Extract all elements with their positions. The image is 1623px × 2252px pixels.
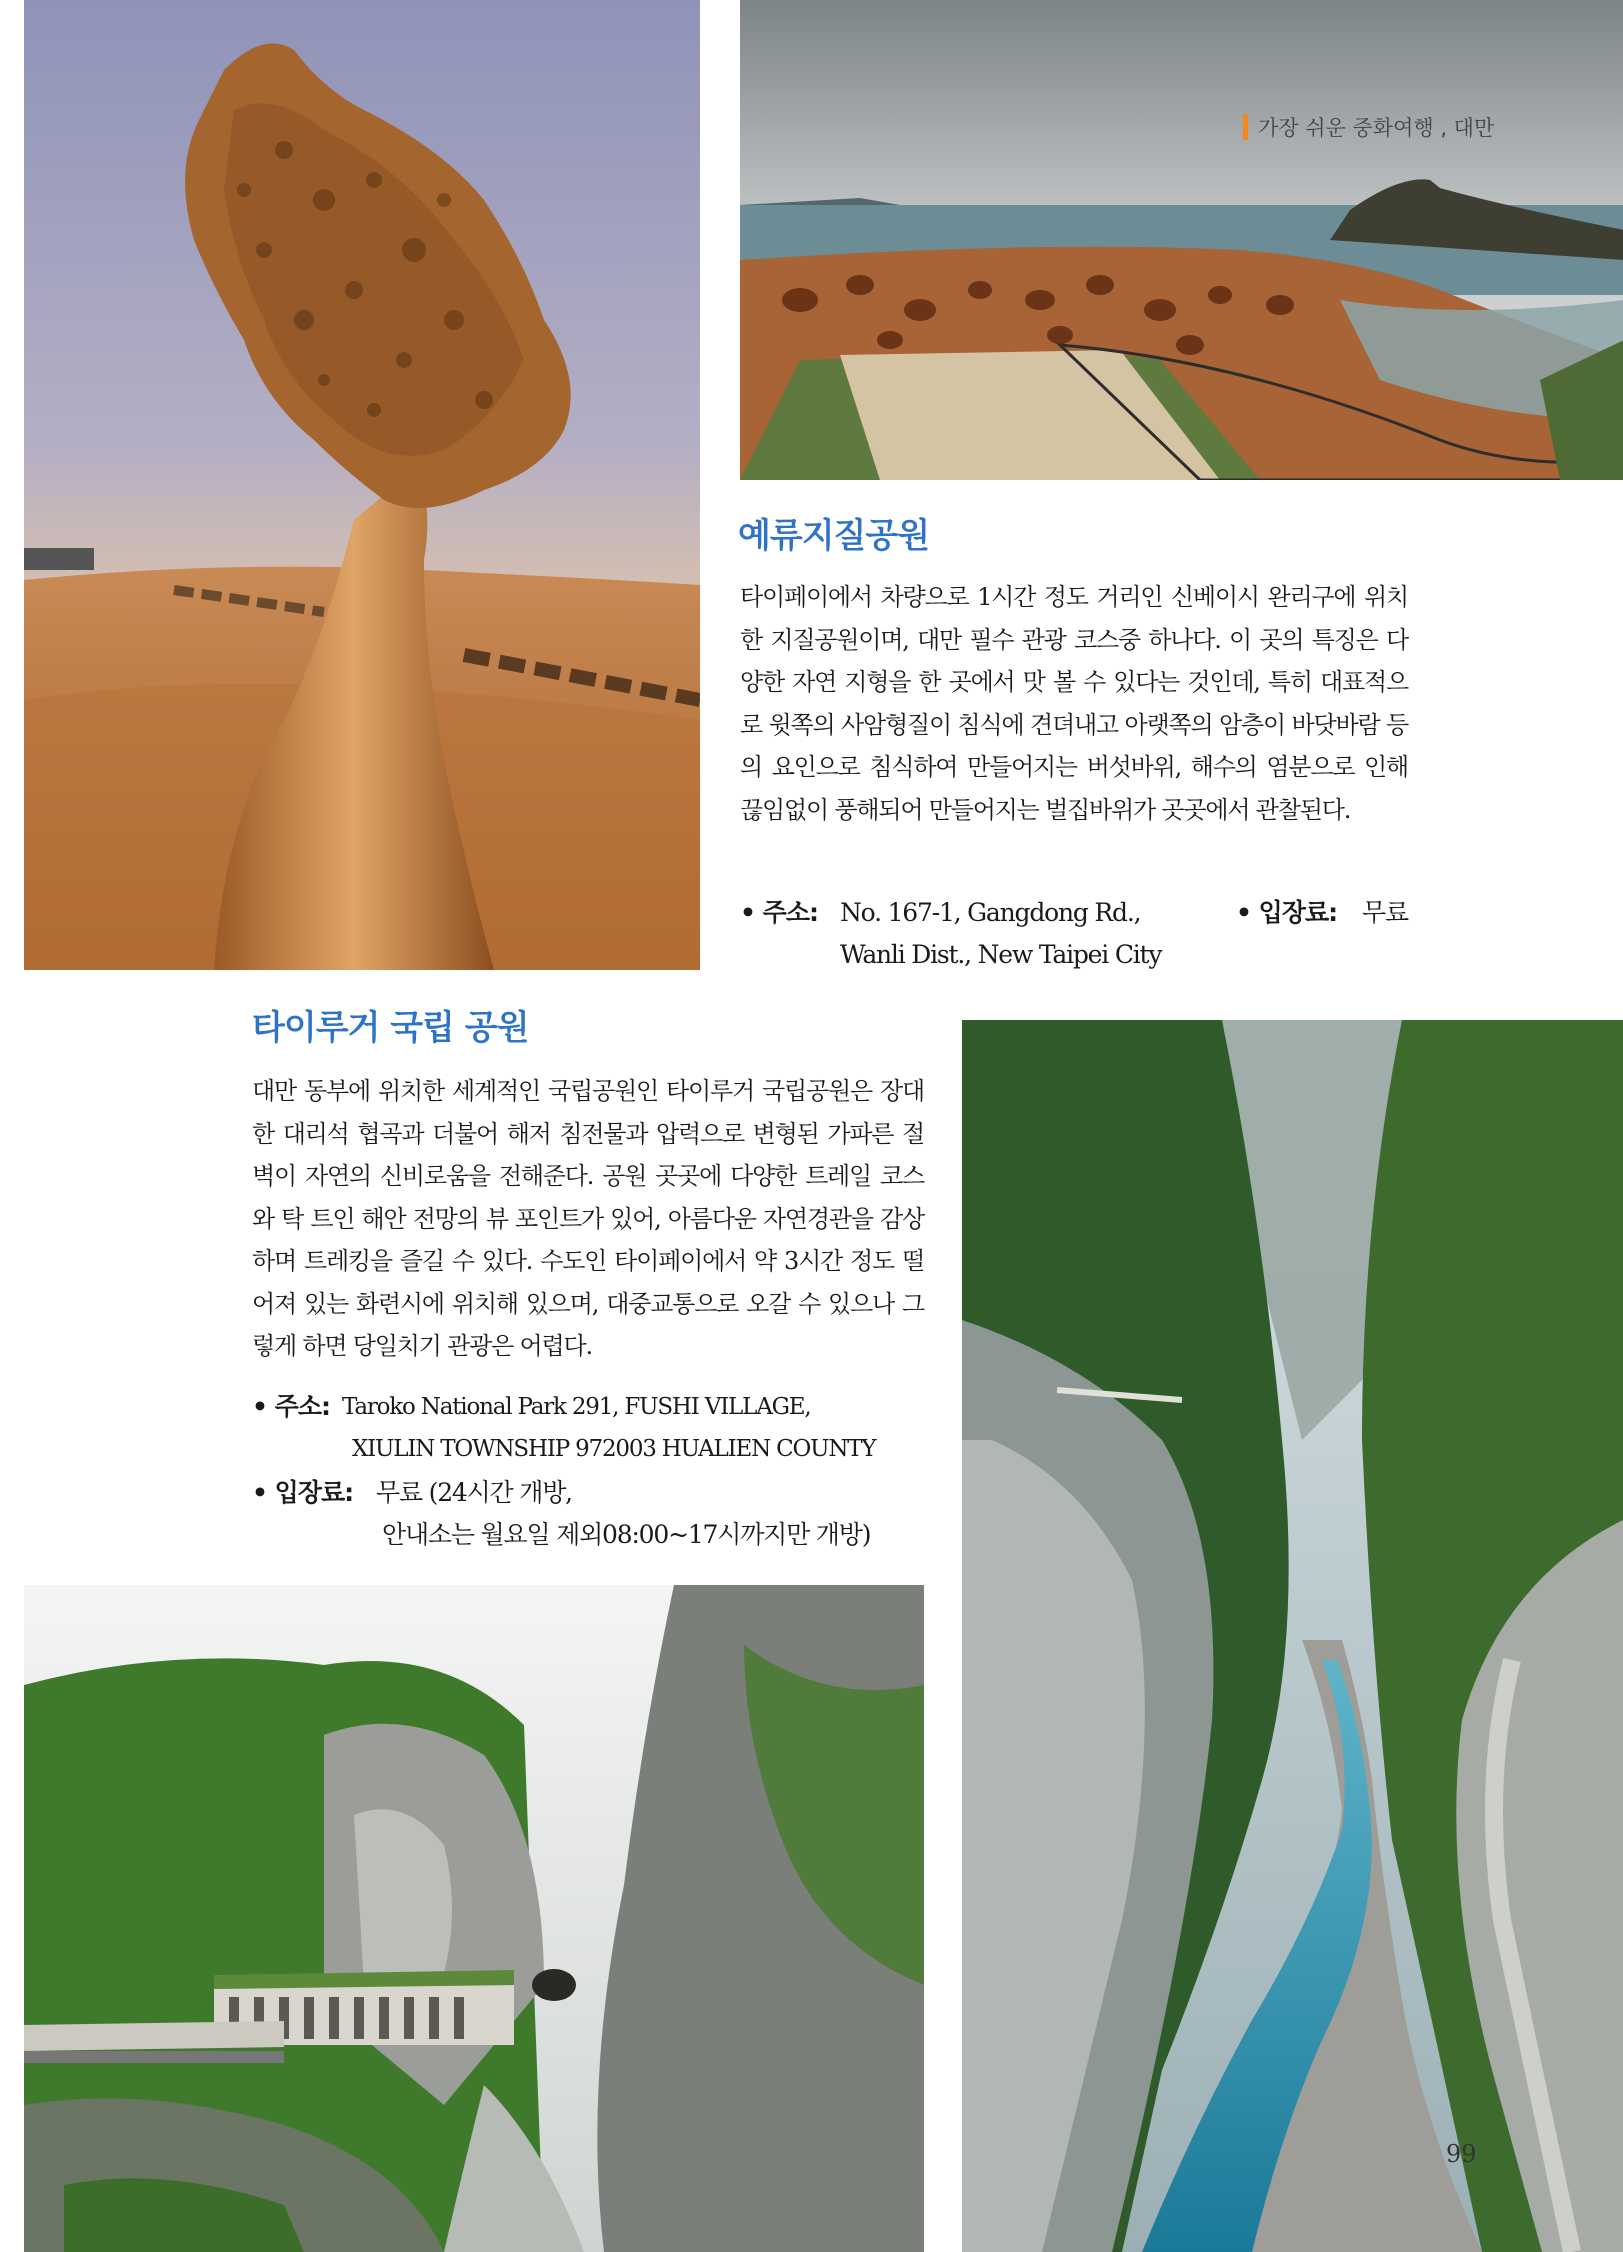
taroko-gorge-river-photo [962, 1020, 1623, 2252]
yehliu-fee-value: 무료 [1362, 898, 1408, 927]
taroko-address-label: • 주소: [252, 1392, 330, 1421]
page-number: 99 [1446, 2140, 1477, 2168]
yehliu-info [740, 892, 1410, 982]
taroko-tunnel-bridge-photo [24, 1585, 924, 2252]
taroko-fee-line2: 안내소는 월요일 제외08:00~17시까지만 개방) [382, 1520, 871, 1549]
yehliu-address-line2: Wanli Dist., New Taipei City [840, 940, 1162, 969]
yehliu-description: 타이페이에서 차량으로 1시간 정도 거리인 신베이시 완리구에 위치한 지질공원이며, 대만 필수 관광 코스중 하나다. 이 곳의 특징은 다양한 자연 지형을 한 곳에서 맛 볼 수 있다는 것인데, 특히 대표적으로 윗쪽의 사암형질이 침식에 견뎌내고 아랫쪽의 암층이 바닷바람 등의 요인으로 침식하여 만들어지는 버섯바위, 해수의 염분으로 인해 끊임없이 풍해되어 만들어지는 벌집바위가 곳곳에서 관찰된다. [740, 583, 1408, 824]
taroko-address-line2: XIULIN TOWNSHIP 972003 HUALIEN COUNTY [352, 1436, 876, 1462]
running-header-text: 가장 쉬운 중화여행 , 대만 [1258, 116, 1495, 140]
taroko-info [252, 1386, 952, 1566]
running-header [1243, 112, 1494, 142]
taroko-fee-line1: 무료 (24시간 개방, [376, 1478, 572, 1507]
taroko-section-title: 타이루거 국립 공원 [252, 1008, 529, 1048]
taroko-description: 대만 동부에 위치한 세계적인 국립공원인 타이루거 국립공원은 장대한 대리석 협곡과 더불어 해저 침전물과 압력으로 변형된 가파른 절벽이 자연의 신비로움을 전해준다. 공원 곳곳에 다양한 트레일 코스와 탁 트인 해안 전망의 뷰 포인트가 있어, 아름다운 자연경관을 감상하며 트레킹을 즐길 수 있다. 수도인 타이페이에서 약 3시간 정도 떨어져 있는 화련시에 위치해 있으며, 대중교통으로 오갈 수 있으나 그렇게 하면 당일치기 관광은 어렵다. [252, 1077, 924, 1360]
yehliu-fee-label: • 입장료: [1236, 898, 1338, 927]
taroko-address-line1: Taroko National Park 291, FUSHI VILLAGE, [342, 1394, 811, 1420]
yehliu-address-label: • 주소: [740, 898, 818, 927]
queens-head-rock-photo [24, 0, 700, 970]
header-accent-bar [1243, 114, 1248, 140]
yehliu-address-line1: No. 167-1, Gangdong Rd., [840, 898, 1141, 927]
yehliu-section-title: 예류지질공원 [738, 516, 930, 556]
taroko-fee-label: • 입장료: [252, 1478, 354, 1507]
yehliu-coast-photo [740, 0, 1623, 480]
